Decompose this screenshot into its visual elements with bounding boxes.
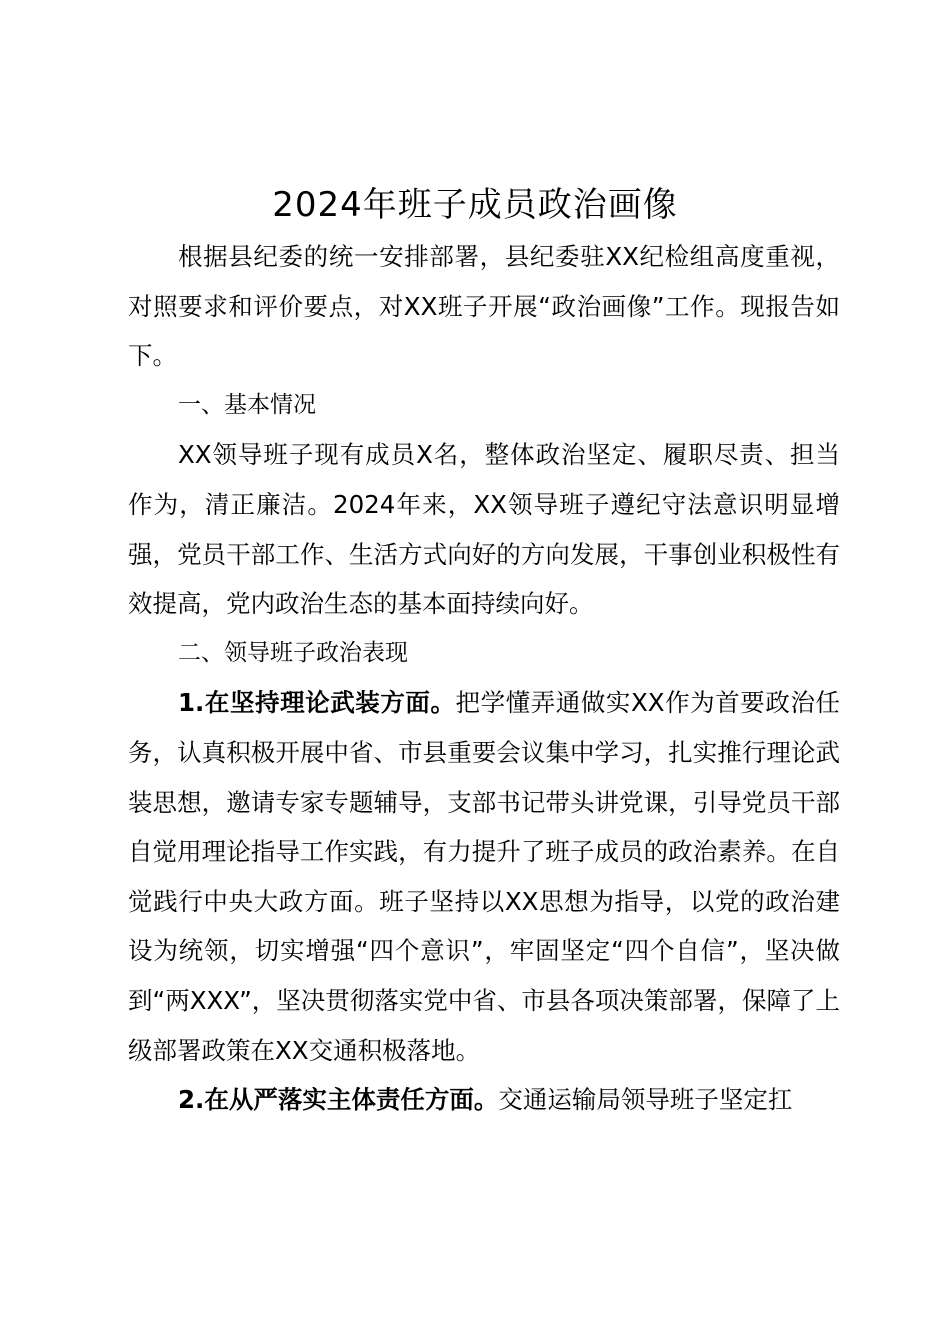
section-heading-political-performance: 二、领导班子政治表现 (178, 639, 408, 666)
item-responsibility-paragraph (128, 1075, 840, 1125)
document-body (128, 232, 840, 1125)
section-heading-basic-situation: 一、基本情况 (178, 391, 316, 418)
intro-paragraph: 根据县纪委的统一安排部署，县纪委驻XX纪检组高度重视，对照要求和评价要点，对XX班子开展“政治画像”工作。现报告如下。 (128, 242, 840, 371)
item-theory-paragraph (128, 678, 840, 1075)
item-responsibility-lead: 2.在从严落实主体责任方面。 (178, 1085, 499, 1115)
basic-situation-paragraph: XX领导班子现有成员X名，整体政治坚定、履职尽责、担当作为，清正廉洁。2024年来，XX领导班子遵纪守法意识明显增强，党员干部工作、生活方式向好的方向发展，干事创业积极性有效提高，党内政治生态的基本面持续向好。 (128, 440, 840, 619)
item-theory-text: 把学懂弄通做实XX作为首要政治任务，认真积极开展中省、市县重要会议集中学习，扎实推行理论武装思想，邀请专家专题辅导，支部书记带头讲党课，引导党员干部自觉用理论指导工作实践，有力提升了班子成员的政治素养。在自觉践行中央大政方面。班子坚持以XX思想为指导，以党的政治建设为统领，切实增强“四个意识”，牢固坚定“四个自信”，坚决做到“两XXX”，坚决贯彻落实党中省、市县各项决策部署，保障了上级部署政策在XX交通积极落地。 (128, 688, 840, 1065)
item-responsibility-text: 交通运输局领导班子坚定扛 (498, 1085, 793, 1115)
document-title: 2024年班子成员政治画像 (272, 185, 678, 225)
item-theory-lead: 1.在坚持理论武装方面。 (178, 688, 456, 718)
